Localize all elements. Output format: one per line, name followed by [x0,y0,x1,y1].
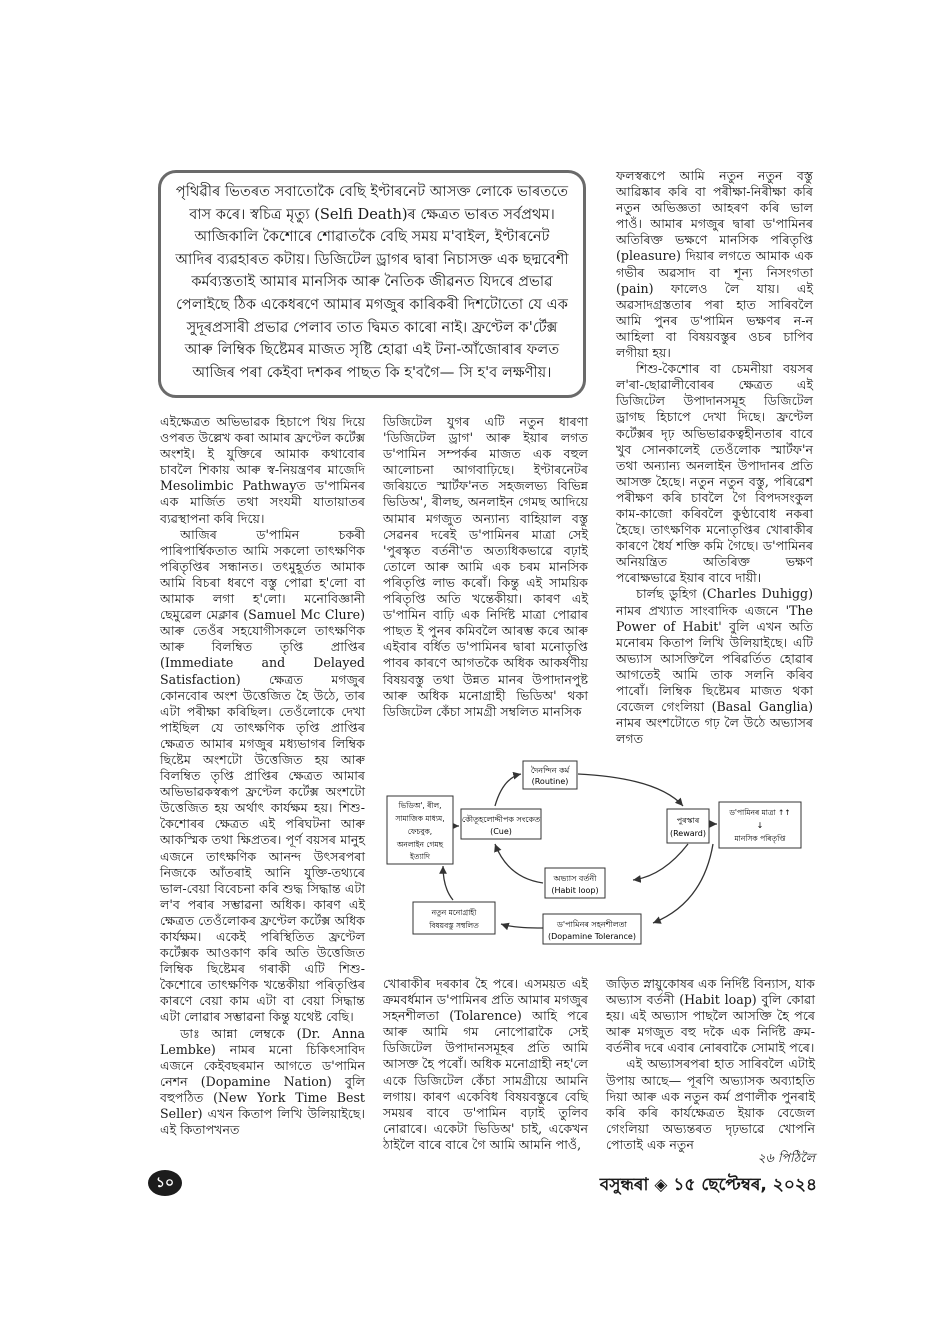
tolerance-node [543,914,641,944]
reward-label: পুৰস্কাৰ [676,816,700,825]
paragraph: খোৰাকীৰ দৰকাৰ হৈ পৰে। এসময়ত এই ক্ৰমবৰ্ধমান ড'পামিনৰ প্ৰতি আমাৰ মগজুৰ সহনশীলতা (Tolarence) আহি পৰে আৰু আমি গম নোপোৱাকৈ সেই ডিজিটেল উপাদানসমূহৰ প্ৰতি আমি আসক্ত হৈ পৰোঁ। অধিক মনোগ্ৰাহী নহ'লে একে ডিজিটেল কেঁচা সামগ্ৰীয়ে আমনি লগায়। কাৰণ একেবিধ বিষয়বস্তুৰে বেছি সময়ৰ বাবে ড'পামিন বঢ়াই তুলিব নোৱাৰে। একেটা ভিডিঅ' চাই, একেখন ঠাইলৈ বাৰে বাৰে গৈ আমি আমনি পাওঁ, [383,976,588,1152]
right-column-bottom [606,976,815,1152]
habit-loop-node [545,868,605,898]
habit-label: অভ্যাস বৰ্তনী [553,874,597,883]
dopamine-level-node [719,802,801,848]
new-content-line: নতুন মনোগ্ৰাহী [431,908,477,917]
paragraph: ডাঃ আন্না লেম্বকে (Dr. Anna Lembke) নামৰ মনো চিকিৎসাবিদ এজনে কেইবছৰমান আগতে ড'পামিন নেশন (Dopamine Nation) বুলি বহুপঠিত (New York Time Best Seller) এখন কিতাপ লিখি উলিয়াইছে। এই কিতাপখনত [160,1025,365,1138]
paragraph: ফলস্বৰূপে আমি নতুন নতুন বস্তু আৱিষ্কাৰ কৰি বা পৰীক্ষা-নিৰীক্ষা কৰি নতুন অভিজ্ঞতা আহৰণ কৰি ভাল পাওঁ। আমাৰ মগজুৰ দ্বাৰা ড'পামিনৰ অতিৰিক্ত ভক্ষণে মানসিক পৰিতৃপ্তি (pleasure) দিয়াৰ লগতে আমাক এক গভীৰ অৱসাদ বা শূন্য নিসংগতা (pain) ফালেও লৈ যায়। এই অৱসাদগ্ৰস্ততাৰ পৰা হাত সাৰিবলৈ আমি পুনৰ ড'পামিন ভক্ষণৰ ন-ন আহিলা বা বিষয়বস্তুৰ ওচৰ চাপিব লগীয়া হয়। [616,168,813,361]
sources-node [387,796,453,864]
habit-label-en: (Habit loop) [551,886,599,895]
arrow-routine-to-reward [578,774,683,806]
paragraph: এই অভ্যাসৰপৰা হাত সাৰিবলৈ এটাই উপায় আছে— পূৰণি অভ্যাসক অব্যাহতি দিয়া আৰু এক নতুন কৰ্ম প্ৰণালীক পুনৰাই কৰি কৰি কাৰ্যক্ষেত্ৰত ইয়াক বেজেল গেংলিয়া অভ্যন্তৰত দৃঢ়ভাৱে খোপনি পোতাই এক নতুন [606,1056,815,1152]
arrow-new-content-to-sources [443,866,453,900]
left-column [160,414,365,1162]
sources-line: ভিডিঅ', ৰীল, [398,801,442,810]
cue-node [461,809,541,839]
down-arrow-icon: ↓ [756,821,764,830]
highlight-quote-text: পৃথিৱীৰ ভিতৰত সবাতোকৈ বেছি ইণ্টাৰনেট আসক্ত লোকে ভাৰততে বাস কৰে। স্বচিত্ৰ মৃত্যু (Selfi Death)ৰ ক্ষেত্ৰত ভাৰত সৰ্বপ্ৰথম। আজিকালি কৈশোৰে শোৱাতকৈ বেছি সময় ম'বাইল, ইণ্টাৰনেট আদিৰ ব্যৱহাৰত কটায়। ডিজিটেল ড্ৰাগৰ দ্বাৰা নিচাসক্ত এক ছদ্মবেশী কৰ্মব্যস্ততাই আমাৰ মানসিক আৰু নৈতিক জীৱনত যিদৰে প্ৰভাৱ পেলাইছে ঠিক একেধৰণে আমাৰ মগজুৰ কাৰিকৰী দিশটোতো যে এক সুদূৰপ্ৰসাৰী প্ৰভাৱ পেলাব তাত দ্বিমত কাৰো নাই। ফ্ৰণ্টেল ক'ৰ্টেক্স আৰু লিম্বিক ছিষ্টেমৰ মাজত সৃষ্টি হোৱা এই টনা-আঁজোৰাৰ ফলত আজিৰ পৰা কেইবা দশকৰ পাছত কি হ'বগৈ— সি হ'ব লক্ষণীয়। [175,183,569,381]
arrow-reward-to-tolerance [653,844,713,923]
new-content-node [413,902,495,934]
cue-label-en: (Cue) [490,827,512,836]
paragraph: চাৰ্লছ ডুহিগ (Charles Duhigg) নামৰ প্ৰখ্যাত সাংবাদিক এজনে 'The Power of Habit' বুলি এখন অতি মনোৰম কিতাপ লিখি উলিয়াইছে। এটি অভ্যাস আসক্তিলৈ পৰিৱৰ্তিত হোৱাৰ আগতেই আমি তাক সলনি কৰিব পাৰোঁ। লিম্বিক ছিষ্টেমৰ মাজত থকা বেজেল গেংলিয়া (Basal Ganglia) নামৰ অংশটোতে গঢ় লৈ উঠে অভ্যাসৰ লগত [616,586,813,747]
sources-line: অনলাইন গেমছ [396,840,444,849]
habit-loop-diagram [383,728,805,960]
reward-node [667,809,709,843]
paragraph: এইক্ষেত্ৰত অভিভাৱক হিচাপে থিয় দিয়ে ওপৰত উল্লেখ কৰা আমাৰ ফ্ৰণ্টেল কৰ্টেক্স অংশই। ই যুক্তিৰে আমাক কথাবোৰ চাবলৈ শিকায় আৰু স্ব-নিয়ন্ত্ৰণৰ মাজেদি Mesolimbic Pathwayত ড'পামিনৰ এক মাৰ্জিত তথা সংযমী যাতায়াতৰ ব্যৱস্থাপনা কৰি দিয়ে। [160,414,365,526]
middle-column-bottom [383,976,588,1164]
arrow-habit-to-cue [495,844,543,883]
routine-label-en: (Routine) [531,777,569,786]
arrow-cue-to-routine [495,774,521,806]
arrow-tolerance-to-new-content [501,924,543,928]
arrow-reward-to-habit [633,844,688,880]
reward-label-en: (Reward) [669,829,707,838]
routine-node [523,761,577,789]
sources-line: ফেচবুক, [407,827,433,836]
paragraph: ডিজিটেল যুগৰ এটি নতুন ধাৰণা 'ডিজিটেল ড্ৰাগ' আৰু ইয়াৰ লগত ড'পামিন সম্পৰ্কৰ মাজত এক বহুল আলোচনা আগবাঢ়িছে। ইণ্টাৰনেটৰ জৰিয়তে স্মাৰ্টফ'নত সহজলভ্য বিভিন্ন ভিডিঅ', ৰীলছ, অনলাইন গেমছ আদিয়ে আমাৰ মগজুত অন্যান্য বাহিয়াল বস্তু সেৱনৰ দৰেই ড'পামিনৰ মাত্ৰা সেই 'পুৰস্কৃত বৰ্তনী'ত অত্যধিকভাৱে বঢ়াই তোলে আৰু আমি এক চৰম মানসিক পৰিতৃপ্তি লাভ কৰোঁ। কিন্তু এই সাময়িক পৰিতৃপ্তি অতি খন্তেকীয়া। কাৰণ এই ড'পামিন বাঢ়ি এক নিৰ্দিষ্ট মাত্ৰা পোৱাৰ পাছত ই পুনৰ কমিবলৈ আৰম্ভ কৰে আৰু এইবাৰ বৰ্ধিত ড'পামিনৰ দ্বাৰা মনোতৃপ্তি পাবৰ কাৰণে আগতকৈ অধিক আকৰ্ষণীয় বিষয়বস্তু তথা উন্নত মানৰ উপাদানপুষ্ট আৰু অধিক মনোগ্ৰাহী ভিডিঅ' থকা ডিজিটেল কেঁচা সামগ্ৰী সম্বলিত মানসিক [383,414,588,719]
highlight-quote-box [158,170,586,398]
tolerance-label-en: (Dopamine Tolerance) [548,932,636,941]
satisfaction-label: মানসিক পৰিতৃপ্তি [734,834,786,843]
sources-line: সামাজিক মাধ্যম, [395,814,445,823]
page-number: ১০ [148,1170,182,1196]
middle-column-top [383,414,588,719]
footer-publication-date: বসুন্ধৰা ◈ ১৫ ছেপ্টেম্বৰ, ২০২৪ [599,1175,817,1195]
routine-label: দৈনন্দিন কৰ্ম [530,766,570,775]
tolerance-label: ড'পামিনৰ সহনশীলতা [557,920,627,929]
cue-label: কৌতূহলোদ্দীপক সংকেত [461,815,541,824]
dopamine-level-label: ড'পামিনৰ মাত্ৰা ↑↑ [729,808,791,817]
paragraph: শিশু-কৈশোৰ বা চেমনীয়া বয়সৰ ল'ৰা-ছোৱালীবোৰৰ ক্ষেত্ৰত এই ডিজিটেল উপাদানসমূহ ডিজিটেল ড্ৰাগছ হিচাপে দেখা দিছে। ফ্ৰণ্টেল কৰ্টেক্সৰ দৃঢ় অভিভাৱকত্বহীনতাৰ বাবে খুব সোনকালেই তেওঁলোক স্মাৰ্টফ'ন তথা অন্যান্য অনলাইন উপাদানৰ প্ৰতি আসক্ত হৈছে। নতুন নতুন বস্তু, পৰিৱেশ পৰীক্ষণ কৰি চাবলৈ গৈ বিপদসংকুল কাম-কাজো কৰিবলৈ কুণ্ঠাবোধ নকৰা হৈছে। তাৎক্ষণিক মনোতৃপ্তিৰ খোৰাকীৰ কাৰণে ধৈৰ্য শক্তি কমি গৈছে। ড'পামিনৰ অনিয়ন্ত্ৰিত অতিৰিক্ত ভক্ষণ পৰোক্ষভাৱে ইয়াৰ বাবে দায়ী। [616,361,813,586]
paragraph: জড়িত স্নায়ুকোষৰ এক নিৰ্দিষ্ট বিন্যাস, যাক অভ্যাস বৰ্তনী (Habit loap) বুলি কোৱা হয়। এই অভ্যাস পাছলৈ আসক্তি হৈ পৰে আৰু মগজুত বহু দকৈ এক নিৰ্দিষ্ট ক্ৰম-বৰ্তনীৰ দৰে এবাৰ নোৰবাকৈ সোমাই পৰে। [606,976,815,1056]
sources-line: ইত্যাদি [410,852,430,861]
paragraph: আজিৰ ড'পামিন চকৰী পাৰিপাৰ্শ্বিকতাত আমি সকলো তাৎক্ষণিক পৰিতৃপ্তিৰ সন্ধানত। তৎমুহূৰ্তত আমাক আমি বিচৰা ধৰণে বস্তু পোৱা হ'লো বা আমাক লগা হ'লো। মনোবিজ্ঞানী ছেমুৱেল মেক্লাৰ (Samuel Mc Clure) আৰু তেওঁৰ সহযোগীসকলে তাৎক্ষণিক আৰু বিলম্বিত তৃপ্তি প্ৰাপ্তিৰ (Immediate and Delayed Satisfaction) ক্ষেত্ৰত মগজুৰ কোনবোৰ অংশ উত্তেজিত হৈ উঠে, তাৰ এটা পৰীক্ষা কৰিছিল। তেওঁলোকে দেখা পাইছিল যে তাৎক্ষণিক তৃপ্তি প্ৰাপ্তিৰ ক্ষেত্ৰত আমাৰ মগজুৰ মধ্যভাগৰ লিম্বিক ছিষ্টেম অংশটো উত্তেজিত হয় আৰু বিলম্বিত তৃপ্তি প্ৰাপ্তিৰ ক্ষেত্ৰত আমাৰ অভিভাৱকস্বৰূপ ফ্ৰণ্টেল কৰ্টেক্স অংশটো উত্তেজিত হয় অৰ্থাৎ কাৰ্যক্ষম হয়। শিশু-কৈশোৰৰ ক্ষেত্ৰত এই পৰিঘটনা আৰু আকস্মিক তথা ক্ষিপ্ৰতৰ। পূৰ্ণ বয়সৰ মানুহ এজনে তাৎক্ষণিক আনন্দ উৎসৰপৰা নিজকে আঁতৰাই আনি যুক্তি-তথ্যৰে ভাল-বেয়া বিবেচনা কৰি শুদ্ধ সিদ্ধান্ত এটা ল'ব পৰাৰ সম্ভাৱনা অধিক। কাৰণ এই ক্ষেত্ৰত তেওঁলোকৰ ফ্ৰণ্টেল কৰ্টেক্স অধিক কাৰ্যক্ষম। একেই পৰিস্থিতিত ফ্ৰণ্টেল কৰ্টেক্সক আওকাণ কৰি অতি উত্তেজিত লিম্বিক ছিষ্টেমৰ গৰাকী এটি শিশু-কৈশোৰে তাৎক্ষণিক খন্তেকীয়া পৰিতৃপ্তিৰ কাৰণে বেয়া কাম এটা বা বেয়া সিদ্ধান্ত এটা লোৱাৰ সম্ভাৱনা কিন্তু যথেষ্ট বেছি। [160,526,365,1025]
new-content-line: বিষয়বস্তু সম্বলিত [429,921,479,930]
right-column-top [616,168,813,747]
continued-on-note: ২৬ পিঠিলৈ [757,1150,815,1165]
